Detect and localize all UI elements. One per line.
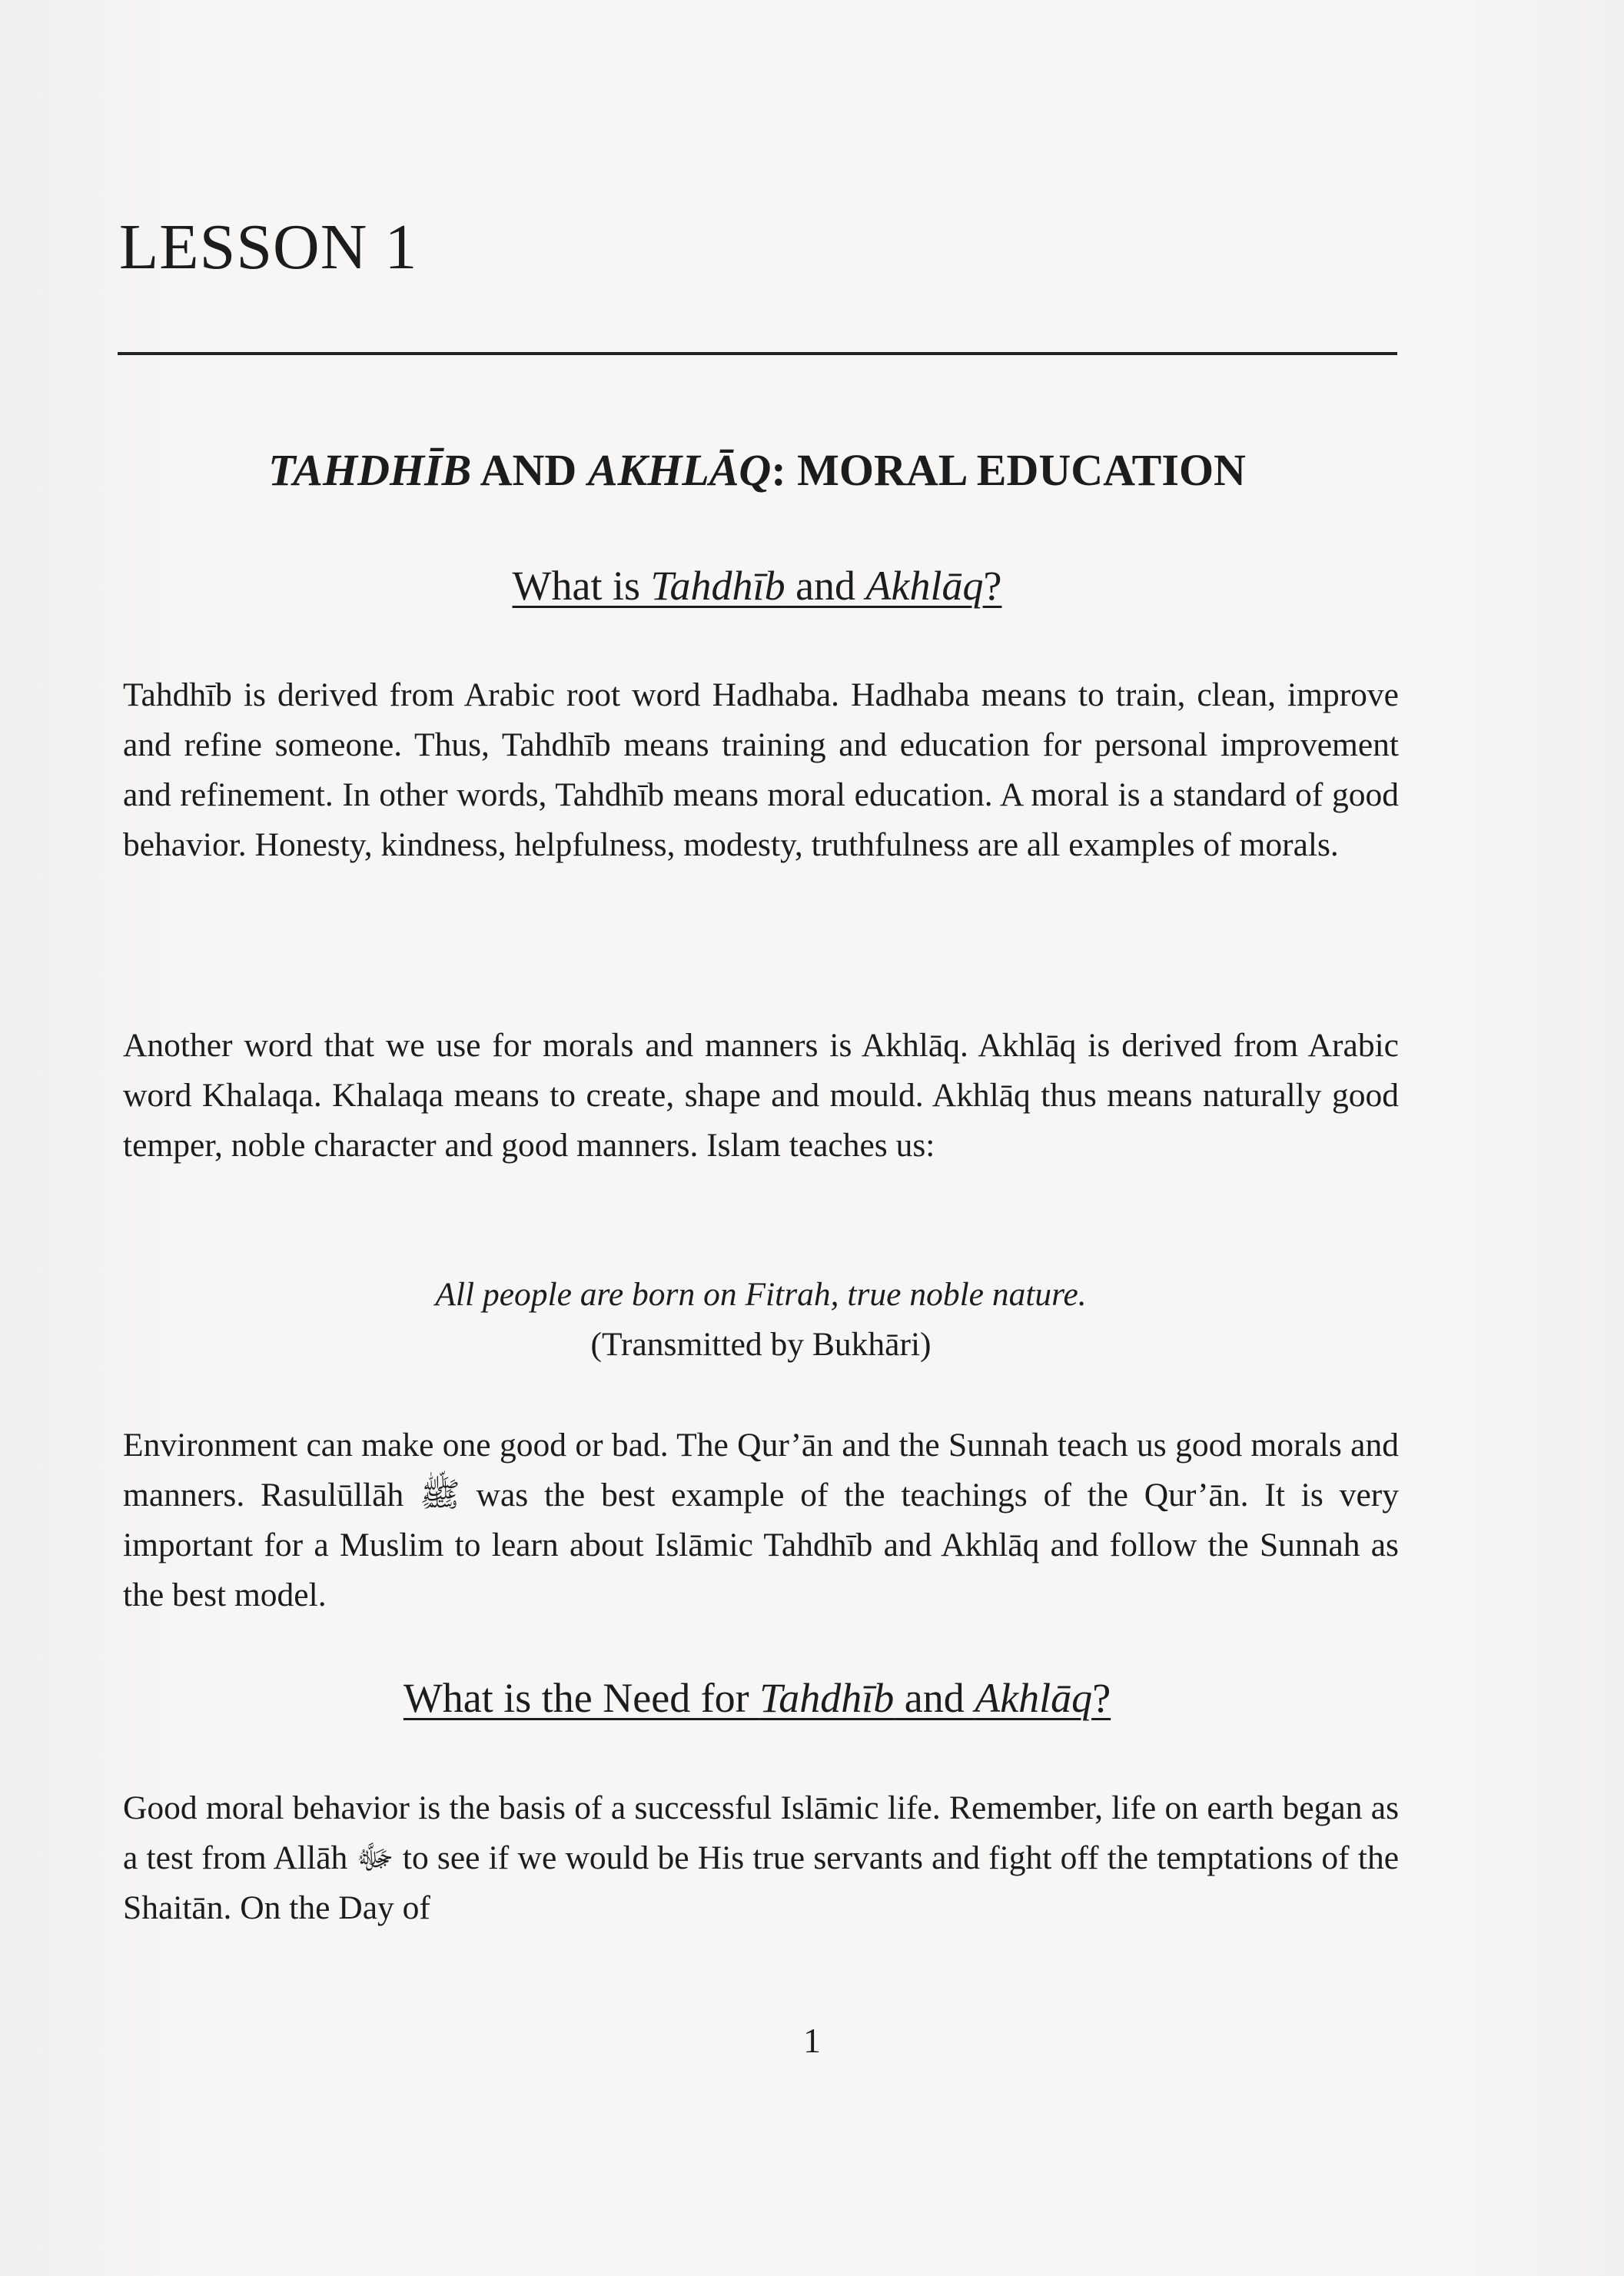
heading-and: and [785,563,866,609]
chapter-term-akhlaq: AKHLĀQ [587,445,772,495]
paragraph-tahdhib: Tahdhīb is derived from Arabic root word Hadhaba. Hadhaba means to train, clean, improve and refine someone. Thus, Tahdhīb means training and education for personal improvement and refinement. In other words, Tahdhīb means moral education. A moral is a standard of good behavior. Honesty, kindness, helpfulness, modesty, truthfulness are all examples of morals. [123,676,1399,863]
heading-lead: What is the Need for [403,1675,760,1721]
heading-and: and [894,1675,975,1721]
hadith-source: (Transmitted by Bukhāri) [590,1326,932,1363]
section-heading-text [404,1675,1111,1721]
heading-term-akhlaq: Akhlāq [975,1675,1093,1721]
heading-term-tahdhib: Tahdhīb [650,563,785,609]
heading-term-tahdhib: Tahdhīb [759,1675,895,1721]
paragraph-environment: Environment can make one good or bad. The Qur’ān and the Sunnah teach us good morals and manners. Rasulūllāh ﷺ was the best example of the teachings of the Qur’ān. It is very important for a Muslim to learn about Islāmic Tahdhīb and Akhlāq and follow the Sunnah as the best model. [123,1427,1399,1613]
chapter-subtitle: : MORAL EDUCATION [771,445,1246,495]
chapter-and: AND [471,445,588,495]
heading-term-akhlaq: Akhlāq [865,563,984,609]
heading-end: ? [983,563,1002,609]
section-heading-need [115,1676,1399,1721]
section-heading-what-is [115,563,1399,609]
hadith-quote [123,1270,1399,1320]
section-heading-text [513,563,1002,609]
page-number: 1 [803,2021,821,2060]
paragraph-need: Good moral behavior is the basis of a successful Islāmic life. Remember, life on earth began as a test from Allāh ﷻ to see if we would be His true servants and fight off the temptations of the Shaitān. On the Day of [123,1789,1399,1926]
heading-end: ? [1092,1675,1111,1721]
lesson-title: LESSON 1 [119,211,418,283]
paragraph-akhlaq: Another word that we use for morals and manners is Akhlāq. Akhlāq is derived from Arabic word Khalaqa. Khalaqa means to create, shape and mould. Akhlāq thus means naturally good temper, noble character and good manners. Islam teaches us: [123,1027,1399,1164]
title-rule [118,352,1397,355]
hadith-text: All people are born on Fitrah, true noble nature. [435,1276,1087,1313]
heading-lead: What is [512,563,651,609]
chapter-title [115,446,1399,495]
chapter-term-tahdhib: TAHDHĪB [268,445,472,495]
